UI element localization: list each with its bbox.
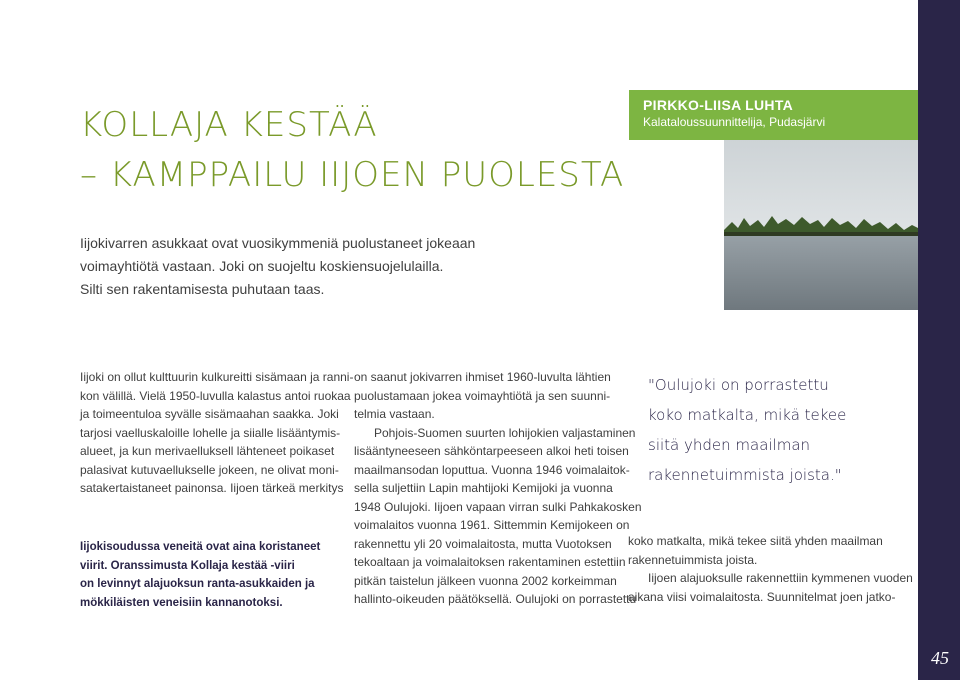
body-line: satakertaistaneet painonsa. Iijoen tärkeä merkitys (80, 481, 344, 495)
body-line: pitkän taistelun jälkeen vuonna 2002 korkeimman (354, 573, 617, 588)
title-line-1: KOLLAJA KESTÄÄ (80, 105, 378, 145)
body-line: ja toimeentuloa syvälle sisämaahan saakka. Joki (80, 407, 339, 421)
body-line: voimalaitos vuonna 1961. Sittemmin Kemijokeen on (354, 518, 630, 532)
article-title (80, 100, 624, 200)
body-line: 1948 Oulujoki. Iijoen vapaan virran sulki Pahkakosken (354, 499, 642, 514)
body-column-3 (628, 532, 913, 606)
caption-line: viirit. Oranssimusta Kollaja kestää -viiri (80, 559, 295, 572)
caption-line: mökkiläisten veneisiin kannanotoksi. (80, 596, 283, 609)
body-line: lisääntyneeseen sähköntarpeeseen alkoi heti toisen (354, 444, 629, 458)
photo-water (724, 236, 918, 310)
body-line: koko matkalta, mikä tekee siitä yhden maailman (628, 534, 883, 548)
lead-line: voimayhtiötä vastaan. Joki on suojeltu koskiensuojelulailla. (80, 258, 444, 274)
lead-line: Silti sen rakentamisesta puhutaan taas. (80, 281, 325, 297)
body-line: tekoaltaan ja voimalaitoksen rakentaminen estettiin (354, 555, 626, 569)
quote-line: koko matkalta, mikä tekee (648, 406, 847, 424)
lead-paragraph (80, 232, 500, 301)
pull-quote (648, 370, 888, 490)
quote-line: siitä yhden maailman (648, 436, 811, 454)
body-line: palasivat kutuvaellukselle jokeen, ne olivat moni- (80, 462, 339, 477)
body-line: hallinto-oikeuden päätöksellä. Oulujoki on porrastettu (354, 592, 637, 606)
pennant-caption (80, 538, 340, 612)
body-line: telmia vastaan. (354, 407, 435, 421)
author-name: PIRKKO-LIISA LUHTA (643, 97, 794, 113)
body-line: Pohjois-Suomen suurten lohijokien valjastaminen (374, 425, 636, 440)
quote-line: rakennetuimmista joista." (648, 466, 842, 484)
body-line: puolustamaan jokea voimayhtiötä ja sen suunni- (354, 388, 611, 403)
quote-line: "Oulujoki on porrastettu (648, 376, 829, 394)
right-side-band (918, 0, 960, 680)
page-number: 45 (931, 648, 949, 668)
body-line: aikana viisi voimalaitosta. Suunnitelmat joen jatko- (628, 589, 896, 604)
author-role: Kalataloussuunnittelija, Pudasjärvi (643, 115, 826, 129)
author-box (629, 90, 918, 140)
body-line: Iijoen alajuoksulle rakennettiin kymmenen vuoden (648, 571, 913, 585)
title-line-2: – KAMPPAILU IIJOEN PUOLESTA (80, 155, 625, 195)
river-landscape-photo (724, 140, 918, 310)
body-column-1 (80, 368, 354, 498)
body-line: tarjosi vaelluskaloille lohelle ja siialle lisääntymis- (80, 425, 341, 440)
body-line: sella suljettiin Lapin mahtijoki Kemijoki ja vuonna (354, 481, 613, 495)
caption-line: on levinnyt alajuoksun ranta-asukkaiden ja (80, 578, 315, 590)
body-line: rakennetuimmista joista. (628, 552, 758, 567)
body-line: rakennettu yli 20 voimalaitosta, mutta Vuotoksen (354, 536, 612, 551)
body-line: kon välillä. Vielä 1950-luvulla kalastus antoi ruokaa (80, 388, 351, 403)
caption-line: Iijokisoudussa veneitä ovat aina koristaneet (80, 541, 321, 553)
lead-line: Iijokivarren asukkaat ovat vuosikymmeniä puolustaneet jokeaan (80, 235, 476, 251)
body-line: maailmansodan loputtua. Vuonna 1946 voimalaitok- (354, 462, 630, 477)
body-line: alueet, ja kun merivaelluksell lähteneet poikaset (80, 444, 335, 458)
body-line: on saanut jokivarren ihmiset 1960-luvulta lähtien (354, 370, 611, 384)
body-column-2 (354, 368, 642, 609)
body-line: Iijoki on ollut kulttuurin kulkureitti sisämaan ja ranni- (80, 370, 354, 384)
